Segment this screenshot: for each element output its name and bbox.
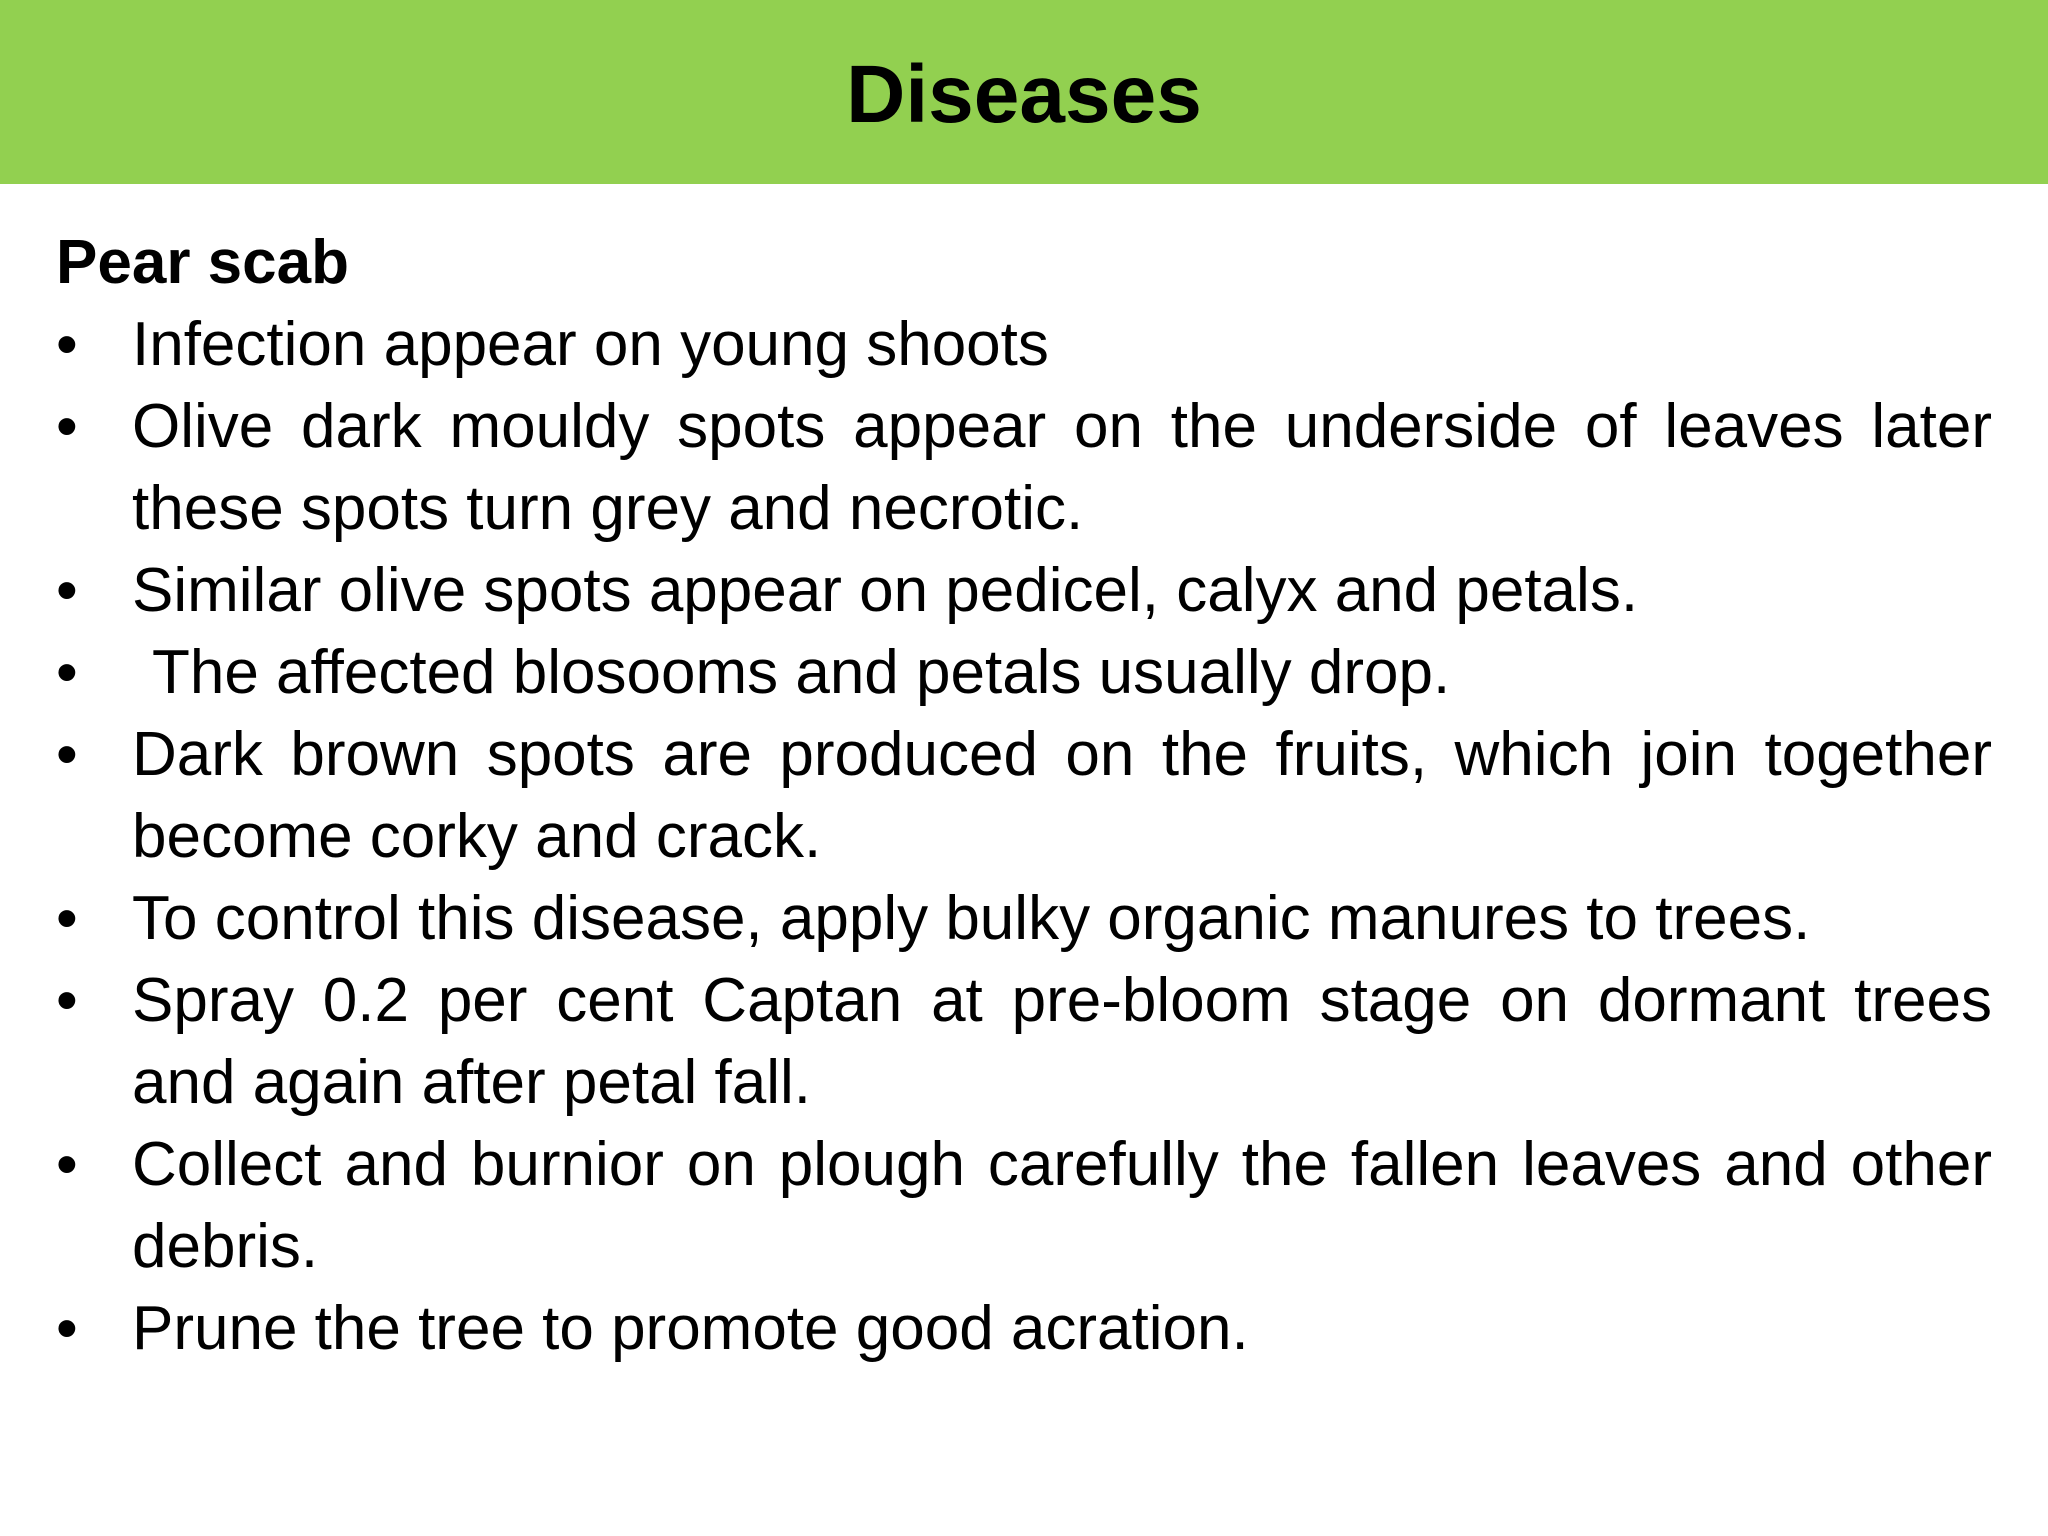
list-item: [56, 1288, 1992, 1370]
list-item: [56, 632, 1992, 714]
list-item-text: Dark brown spots are produced on the fruits, which join together become corky and crack.: [132, 720, 1992, 871]
page-title: Diseases: [846, 49, 1202, 140]
list-item-text: Similar olive spots appear on pedicel, calyx and petals.: [132, 556, 1639, 625]
title-bar: [0, 0, 2048, 184]
bullet-icon: •: [56, 310, 78, 379]
list-item: [56, 1124, 1992, 1288]
list-item: [56, 878, 1992, 960]
bullet-icon: •: [56, 884, 78, 953]
bullet-icon: •: [56, 392, 78, 461]
list-item-text: Olive dark mouldy spots appear on the underside of leaves later these spots turn grey and necrotic.: [132, 392, 1992, 543]
bullet-icon: •: [56, 966, 78, 1035]
bullet-list: [56, 304, 1992, 1370]
list-item-text: To control this disease, apply bulky organic manures to trees.: [132, 884, 1811, 953]
list-item-text: Spray 0.2 per cent Captan at pre-bloom stage on dormant trees and again after petal fall.: [132, 966, 1992, 1117]
list-item: [56, 714, 1992, 878]
list-item: [56, 550, 1992, 632]
list-item: [56, 386, 1992, 550]
bullet-icon: •: [56, 638, 78, 707]
list-item-text: Collect and burnior on plough carefully the fallen leaves and other debris.: [132, 1130, 1992, 1281]
list-item-text: The affected blosooms and petals usually drop.: [152, 638, 1451, 707]
bullet-icon: •: [56, 1130, 78, 1199]
list-item: [56, 304, 1992, 386]
slide-content: [56, 222, 1992, 1370]
list-item: [56, 960, 1992, 1124]
bullet-icon: •: [56, 556, 78, 625]
list-item-text: Infection appear on young shoots: [132, 310, 1049, 379]
section-subtitle: Pear scab: [56, 228, 349, 297]
bullet-icon: •: [56, 720, 78, 789]
bullet-icon: •: [56, 1294, 78, 1363]
list-item-text: Prune the tree to promote good acration.: [132, 1294, 1249, 1363]
